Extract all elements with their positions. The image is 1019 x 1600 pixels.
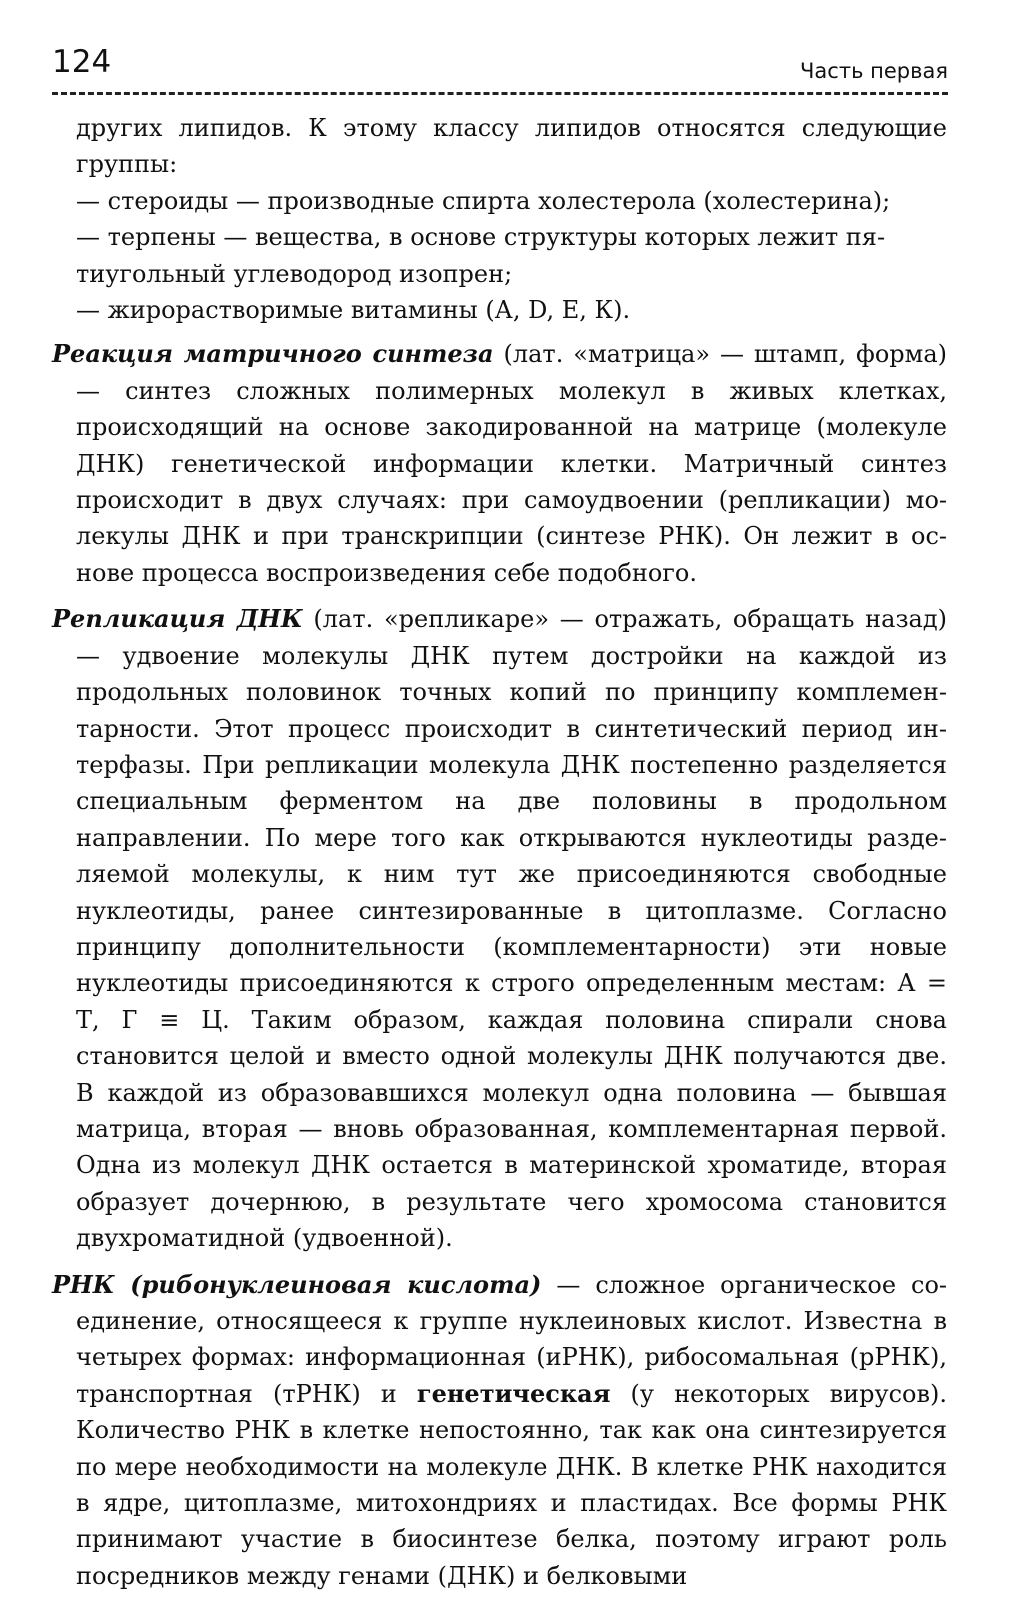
header-divider <box>52 92 948 95</box>
list-item: — терпены — вещества, в основе структуры которых лежит пятиугольный углеводород изопрен; <box>76 223 886 288</box>
bold-term: генетическая <box>416 1378 611 1408</box>
page-header <box>52 40 948 88</box>
glossary-entry-rna <box>52 1267 947 1595</box>
list-item: — стероиды — производные спирта холестерола (холестерина); <box>76 186 891 215</box>
entry-definition: (лат. «матрица» — штамп, форма) — синтез сложных полимерных молекул в живых клетках, происходящий на основе закодированной на матрице (молекуле ДНК) генетической информации клетки. Матричный синтез происходит в двух случаях: при самоудвоении (репликации) молекулы ДНК и при транскрипции (синтезе РНК). Он лежит в основе процесса воспроизведения себе подобного. <box>76 340 947 587</box>
glossary-entry-dna-replication <box>52 601 947 1256</box>
list-item: — жирорастворимые витамины (А, D, Е, К). <box>76 296 631 325</box>
entry-definition: (лат. «репликаре» — отражать, обращать назад) — удвоение молекулы ДНК путем достройки на каждой из продольных половинок точных копий по принципу комплементарности. Этот процесс происходит в синтетический период интерфазы. При репликации молекула ДНК постепенно разделяется специальным ферментом на две половины в продольном направлении. По мере того как открываются нуклеотиды разделяемой молекулы, к ним тут же присоединяются свободные нуклеотиды, ранее синтезированные в цитоплазме. Согласно принципу дополнительности (комплементарности) эти новые нуклеотиды присоединяются к строго определенным местам: А = Т, Г ≡ Ц. Таким образом, каждая половина спирали снова становится целой и вместо одной молекулы ДНК получаются две. В каждой из образовавшихся молекул одна половина — бывшая матрица, вторая — вновь образованная, комплементарная первой. Одна из молекул ДНК остается в материнской хроматиде, вторая образует дочернюю, в результате чего хромосома становится двухроматидной (удвоенной). <box>76 605 948 1253</box>
running-head: Часть первая <box>800 59 948 83</box>
glossary-entry-matrix-synthesis <box>52 336 947 591</box>
entry-definition: — сложное органическое соединение, относящееся к группе нуклеиновых кислот. Известна в четырех формах: информационная (иРНК), рибосомальная (рРНК), транспортная (тРНК) и <box>76 1270 948 1408</box>
entry-term: РНК (рибонуклеиновая кислота) <box>52 1269 542 1299</box>
entry-definition-continued: (у некоторых вирусов). Количество РНК в клетке непостоянно, так как она синтезируется по мере необходимости на молекуле ДНК. В клетке РНК находится в ядре, цитоплазме, митохондриях и пластидах. Все формы РНК принимают участие в биосинтезе белка, поэтому играют роль посредников между генами (ДНК) и белковыми <box>76 1379 947 1590</box>
continuation-paragraph: других липидов. К этому классу липидов относятся следующие группы: <box>76 114 947 179</box>
entry-term: Реакция матричного синтеза <box>52 339 494 369</box>
page-body <box>52 110 947 1594</box>
entry-term: Репликация ДНК <box>52 604 303 634</box>
page-number: 124 <box>52 44 112 80</box>
